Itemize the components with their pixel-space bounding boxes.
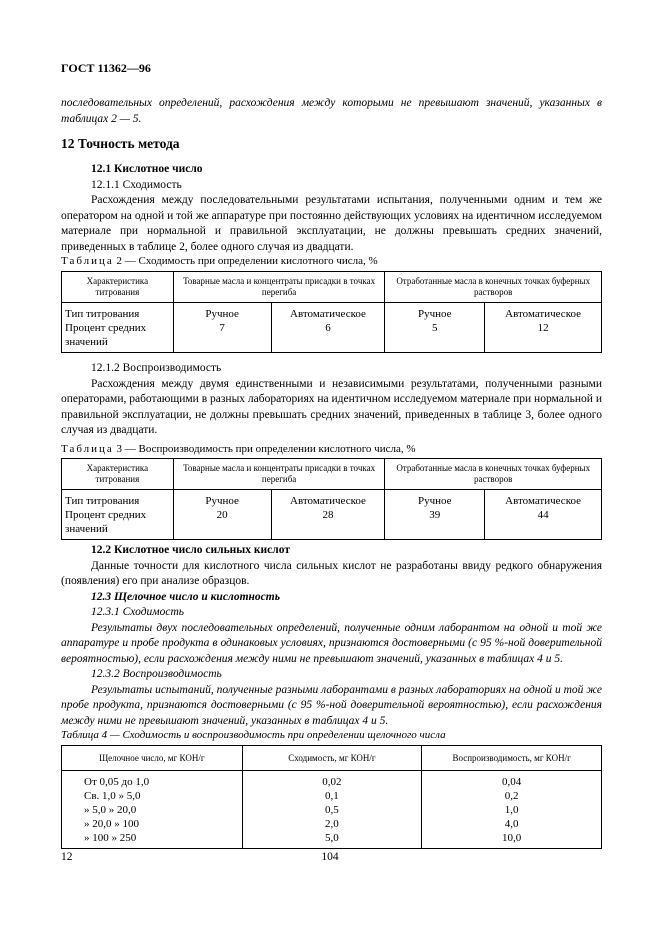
table4-row: От 0,05 до 1,0 0,02 0,04: [62, 771, 602, 790]
table4: [61, 745, 602, 849]
page-number-left: 12: [61, 851, 73, 863]
table3-row: Процент средних значений 20 28 39 44: [62, 508, 602, 540]
standard-header: ГОСТ 11362—96: [61, 61, 151, 75]
table4-header-repeatability: Сходимость, мг КОН/г: [242, 746, 422, 771]
table4-row: Св. 1,0 » 5,0 0,1 0,2: [62, 789, 602, 803]
table2-label: Таблица: [61, 255, 114, 267]
section-12-3-title: 12.3 Щелочное число и кислотность: [91, 590, 280, 603]
table4-header-reproducibility: Воспроизводимость, мг КОН/г: [422, 746, 602, 771]
section-12-title: 12 Точность метода: [61, 136, 180, 151]
section-12-1-1-title: 12.1.1 Сходимость: [91, 178, 182, 191]
intro-paragraph: последовательных определений, расхождения между которыми не превышают значений, указанных в таблицах 2 — 5.: [61, 97, 602, 125]
section-12-3-1-title: 12.3.1 Сходимость: [91, 606, 185, 618]
section-12-3-1-text: Результаты двух последовательных определений, полученные одним лаборантом на одной и той же аппаратуре и пробе продукта в одинаковых условиях, признаются достоверными (с 95 %-ной доверительной вероятностью), если расхождения между ними не превышают значений, указанных в таблицах 4 и 5.: [61, 621, 602, 665]
section-12-1-2-title: 12.1.2 Воспроизводимость: [91, 362, 222, 374]
section-12-1: [61, 162, 602, 255]
table4-row: » 100 » 250 5,0 10,0: [62, 831, 602, 849]
section-12-3-2-text: Результаты испытаний, полученные разными лаборантами в разных лабораториях на одной и той же пробе продукта, признаются достоверными (с 95 %-ной доверительной вероятностью), если расхождения между ними не превышают значений, указанных в таблицах 4 и 5.: [61, 683, 602, 727]
table2-header-group2: Отработанные масла в конечных точках буферных растворов: [385, 272, 602, 303]
table3-header-group1: Товарные масла и концентраты присадки в точках перегиба: [173, 459, 385, 490]
table4-caption: Таблица 4 — Сходимость и воспроизводимость при определении щелочного числа: [61, 729, 446, 741]
table4-row: » 5,0 » 20,0 0,5 1,0: [62, 803, 602, 817]
section-12-2-title: 12.2 Кислотное число сильных кислот: [91, 544, 290, 556]
table3-header-char: Характеристика титрования: [62, 459, 174, 490]
table3: [61, 458, 602, 540]
page-number-center: 104: [321, 851, 339, 863]
table3-label: Таблица: [61, 443, 114, 455]
table4-row: » 20,0 » 100 2,0 4,0: [62, 817, 602, 831]
table4-header-alkaline: Щелочное число, мг КОН/г: [62, 746, 243, 771]
sections-12-2-12-3: [61, 543, 602, 729]
section-12-1-2-text: Расхождения между двумя единственными и независимыми результатами, полученными разными операторами, работающими в разных лабораториях на идентичном исследуемом материале при нормальной и правильной эксплуатации, не должны превышать средних значений, приведенных в таблице 3, более одного случая из двадцати.: [61, 377, 602, 436]
table3-row: Тип титрования Ручное Автоматическое Ручное Автоматическое: [62, 490, 602, 509]
section-12-1-1-text: Расхождения между последовательными результатами испытания, полученными одним и тем же оператором на одной и той же аппаратуре при постоянно действующих условиях на идентичном исследуемом материале при нормальной и правильной эксплуатации, не должны превышать средних значений, приведенных в таблице 2, более одного случая из двадцати.: [61, 194, 602, 253]
table3-caption: [61, 442, 602, 458]
section-12-1-title: 12.1 Кислотное число: [91, 163, 203, 175]
section-12-1-2: [61, 361, 602, 439]
section-12-2-text: Данные точности для кислотного числа сильных кислот не разработаны ввиду редкого обнаружения (появления) его при анализе образцов.: [61, 559, 602, 587]
table3-header-group2: Отработанные масла в конечных точках буферных растворов: [385, 459, 602, 490]
table2-header-group1: Товарные масла и концентраты присадки в точках перегиба: [173, 272, 385, 303]
table2-header-char: Характеристика титрования: [62, 272, 174, 303]
table2-row: Процент средних значений 7 6 5 12: [62, 321, 602, 353]
table2-caption: [61, 254, 602, 270]
table2-row: Тип титрования Ручное Автоматическое Ручное Автоматическое: [62, 303, 602, 322]
section-12-3-2-title: 12.3.2 Воспроизводимость: [91, 668, 222, 680]
table2: [61, 271, 602, 353]
table2-caption-text: 2 — Сходимость при определении кислотного числа, %: [116, 255, 378, 267]
table3-caption-text: 3 — Воспроизводимость при определении кислотного числа, %: [116, 443, 416, 455]
